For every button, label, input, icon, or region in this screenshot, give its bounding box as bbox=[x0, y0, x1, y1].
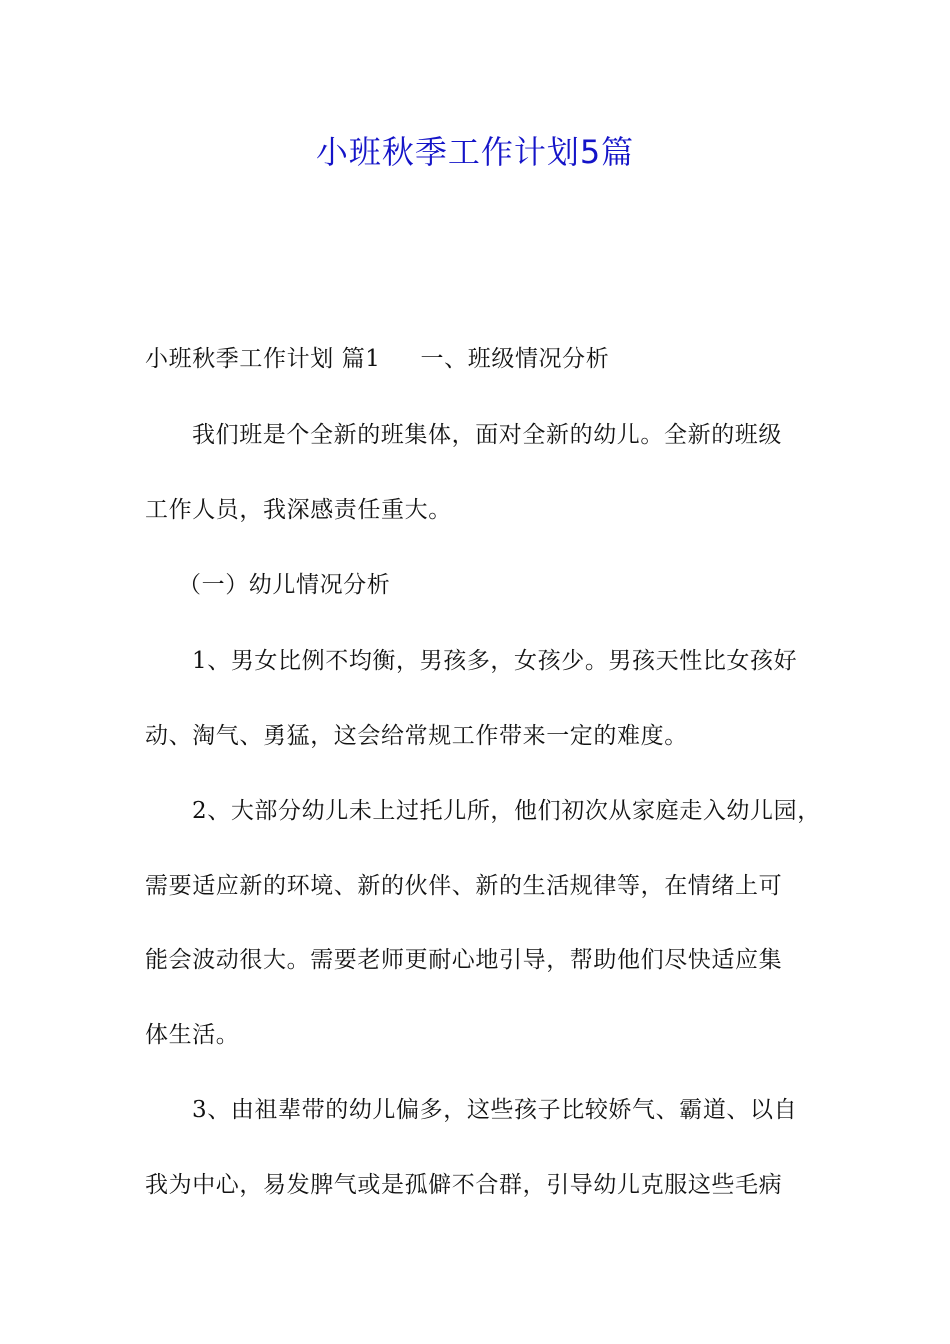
plan-heading: 小班秋季工作计划 篇1 bbox=[145, 346, 381, 372]
paragraph-line: 3、由祖辈带的幼儿偏多，这些孩子比较娇气、霸道、以自 bbox=[192, 1097, 798, 1123]
paragraph-line: 2、大部分幼儿未上过托儿所，他们初次从家庭走入幼儿园， bbox=[192, 798, 821, 824]
paragraph-line: 动、淘气、勇猛，这会给常规工作带来一定的难度。 bbox=[145, 723, 688, 749]
paragraph-line: 工作人员，我深感责任重大。 bbox=[145, 497, 452, 523]
section-heading: 一、班级情况分析 bbox=[420, 346, 610, 372]
paragraph-line: 我为中心，易发脾气或是孤僻不合群，引导幼儿克服这些毛病 bbox=[145, 1172, 783, 1198]
plan-heading-line bbox=[145, 344, 609, 374]
paragraph-line: 能会波动很大。需要老师更耐心地引导，帮助他们尽快适应集 bbox=[145, 947, 783, 973]
paragraph-line: 体生活。 bbox=[145, 1022, 240, 1048]
paragraph-line: 我们班是个全新的班集体，面对全新的幼儿。全新的班级 bbox=[192, 422, 782, 448]
paragraph-line: 需要适应新的环境、新的伙伴、新的生活规律等，在情绪上可 bbox=[145, 873, 783, 899]
document-title: 小班秋季工作计划5篇 bbox=[315, 133, 635, 171]
paragraph-line: 1、男女比例不均衡，男孩多，女孩少。男孩天性比女孩好 bbox=[192, 648, 798, 674]
subsection-heading: （一）幼儿情况分析 bbox=[178, 572, 391, 598]
